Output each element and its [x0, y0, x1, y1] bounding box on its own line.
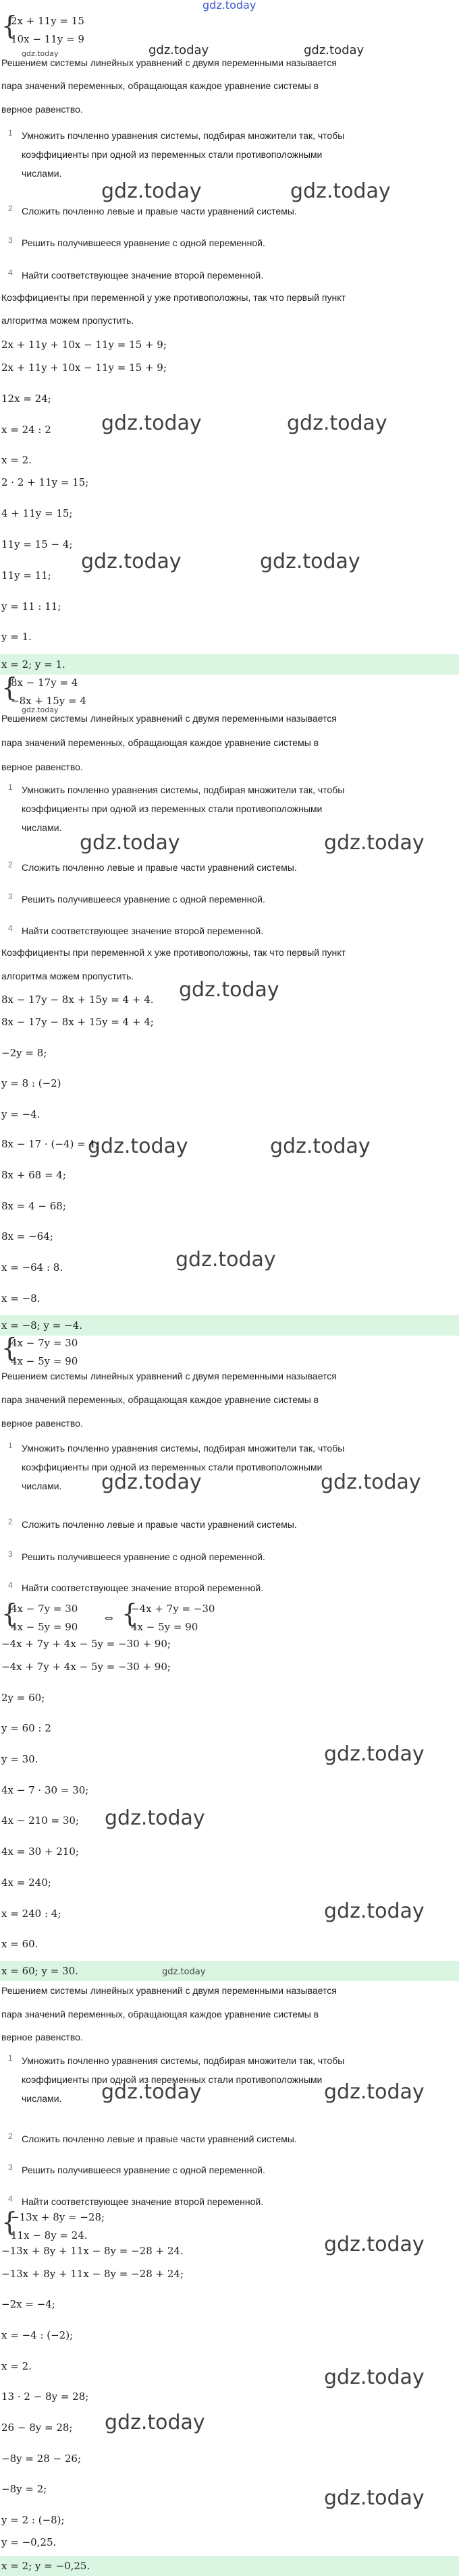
watermark: gdz.today [270, 1135, 371, 1158]
system-2-eq-1: 8x − 17y = 4 [11, 677, 78, 689]
step-line: −13x + 8y + 11x − 8y = −28 + 24. [1, 2245, 184, 2257]
step-line: x = 60. [1, 1938, 38, 1950]
step-line: 2x + 11y + 10x − 11y = 15 + 9; [1, 339, 167, 351]
definition-line: верное равенство. [1, 2032, 83, 2042]
step-line: −4x + 7y + 4x − 5y = −30 + 90; [1, 1638, 171, 1650]
step-line: 2x + 11y + 10x − 11y = 15 + 9; [1, 362, 167, 374]
step-line: x = −64 : 8. [1, 1261, 63, 1273]
step-line: 4x = 30 + 210; [1, 1845, 79, 1858]
step-line: −4x + 7y + 4x − 5y = −30 + 90; [1, 1661, 171, 1673]
step-line: 8x − 17y − 8x + 15y = 4 + 4; [1, 1016, 154, 1028]
watermark: gdz.today [88, 1135, 188, 1158]
system-4-eq-1: −13x + 8y = −28; [11, 2211, 105, 2223]
step-line: −8y = 2; [1, 2483, 47, 2495]
step-line: 8x − 17 · (−4) = 4; [1, 1138, 99, 1150]
brace-icon: { [1, 2207, 18, 2237]
answer-3: x = 60; y = 30. [1, 1965, 78, 1977]
watermark: gdz.today [324, 831, 425, 855]
step-line: −2x = −4; [1, 2298, 55, 2310]
watermark: gdz.today [101, 179, 202, 203]
answer-row-3 [0, 1961, 459, 1981]
brace-icon: { [1, 11, 18, 40]
definition-line: пара значений переменных, обращающая каждое уравнение системы в [1, 80, 319, 91]
brace-icon: { [1, 1599, 18, 1628]
note-line: алгоритма можем пропустить. [1, 971, 134, 981]
step-line: 4 + 11y = 15; [1, 507, 73, 519]
watermark-small: gdz.today [22, 706, 59, 714]
note-line: алгоритма можем пропустить. [1, 315, 134, 326]
step-line: y = −4. [1, 1108, 40, 1120]
note-line: Коэффициенты при переменной x уже противоположны, так что первый пункт [1, 947, 346, 958]
step-line: 11y = 15 − 4; [1, 538, 73, 550]
step-line: x = −4 : (−2); [1, 2329, 74, 2341]
definition-line: Решением системы линейных уравнений с двумя переменными называется [1, 713, 337, 724]
step-line: x = 24 : 2 [1, 424, 51, 436]
system-1-eq-2: 10x − 11y = 9 [11, 33, 84, 45]
watermark: gdz.today [324, 1742, 425, 1766]
watermark: gdz.today [101, 411, 202, 435]
watermark: gdz.today [80, 831, 180, 855]
watermark: gdz.today [324, 2366, 425, 2389]
answer-4: x = 2; y = −0,25. [1, 2560, 90, 2572]
step-line: 4x − 7 · 30 = 30; [1, 1784, 89, 1796]
step-line: y = 30. [1, 1753, 38, 1765]
watermark: gdz.today [304, 43, 364, 57]
brace-icon: { [1, 672, 18, 702]
watermark: gdz.today [260, 550, 360, 573]
watermark: gdz.today [324, 2233, 425, 2256]
step-line: −13x + 8y + 11x − 8y = −28 + 24; [1, 2268, 184, 2280]
step-line: 26 − 8y = 28; [1, 2422, 73, 2434]
watermark: gdz.today [105, 1806, 205, 1830]
answer-1: x = 2; y = 1. [1, 658, 65, 670]
step-line: −8y = 28 − 26; [1, 2453, 82, 2465]
step-line: y = 2 : (−8); [1, 2514, 65, 2526]
step-line: 8x = 4 − 68; [1, 1200, 66, 1212]
step-line: y = −0,25. [1, 2536, 57, 2548]
step-line: 2y = 60; [1, 1692, 45, 1704]
definition-line: пара значений переменных, обращающая каждое уравнение системы в [1, 1394, 319, 1405]
answer-2: x = −8; y = −4. [1, 1319, 82, 1332]
step-line: 8x = −64; [1, 1230, 53, 1242]
brace-icon: { [1, 1333, 18, 1363]
step-line: 8x + 68 = 4; [1, 1169, 66, 1181]
step-line: x = 2. [1, 2360, 32, 2372]
step-line: 4x = 240; [1, 1877, 51, 1889]
definition-line: Решением системы линейных уравнений с двумя переменными называется [1, 57, 337, 68]
step-line: 2 · 2 + 11y = 15; [1, 476, 89, 488]
note-line: Коэффициенты при переменной y уже противоположны, так что первый пункт [1, 292, 346, 303]
definition-line: Решением системы линейных уравнений с двумя переменными называется [1, 1985, 337, 1996]
step-line: 11y = 11; [1, 569, 51, 581]
step-line: x = −8. [1, 1292, 40, 1305]
watermark: gdz.today [148, 43, 209, 57]
watermark: gdz.today [290, 179, 391, 203]
watermark: gdz.today [101, 2080, 202, 2104]
step-line: 12x = 24; [1, 393, 51, 405]
step-line: 8x − 17y − 8x + 15y = 4 + 4. [1, 994, 154, 1006]
definition-line: пара значений переменных, обращающая каждое уравнение системы в [1, 2009, 319, 2020]
definition-line: пара значений переменных, обращающая каждое уравнение системы в [1, 737, 319, 748]
step-line: x = 2. [1, 454, 32, 466]
answer-row-1 [0, 654, 459, 675]
watermark: gdz.today [81, 550, 182, 573]
system-4-eq-2: 11x − 8y = 24. [11, 2229, 88, 2241]
watermark-small: gdz.today [22, 49, 59, 58]
step-line: 13 · 2 − 8y = 28; [1, 2391, 89, 2403]
system-2-eq-2: −8x + 15y = 4 [11, 695, 86, 707]
step-line: y = 60 : 2 [1, 1722, 51, 1734]
watermark: gdz.today [101, 1470, 202, 1494]
step-line: 4x − 210 = 30; [1, 1814, 79, 1827]
watermark: gdz.today [324, 2080, 425, 2104]
answer-row-2 [0, 1315, 459, 1336]
definition-line: верное равенство. [1, 762, 83, 772]
system-3-eq-1: 4x − 7y = 30 [11, 1337, 78, 1349]
watermark: gdz.today [287, 411, 387, 435]
watermark: gdz.today [179, 978, 279, 1002]
watermark: gdz.today [324, 1899, 425, 1923]
step-line: −2y = 8; [1, 1047, 47, 1059]
watermark-top: gdz.today [202, 0, 256, 11]
step-line: y = 1. [1, 631, 32, 643]
definition-line: Решением системы линейных уравнений с двумя переменными называется [1, 1371, 337, 1381]
system-3-eq-2: 4x − 5y = 90 [11, 1355, 78, 1367]
definition-line: верное равенство. [1, 104, 83, 115]
equivalence-icon: ⇔ [105, 1612, 113, 1624]
step-line: y = 8 : (−2) [1, 1077, 61, 1089]
brace-icon: { [122, 1599, 138, 1628]
watermark: gdz.today [176, 1248, 276, 1271]
system-1-eq-1: 2x + 11y = 15 [11, 15, 84, 27]
watermark-small: gdz.today [162, 1967, 206, 1977]
watermark: gdz.today [324, 2486, 425, 2510]
watermark: gdz.today [105, 2411, 205, 2434]
answer-row-4 [0, 2556, 459, 2576]
definition-line: верное равенство. [1, 1418, 83, 1429]
watermark: gdz.today [321, 1470, 421, 1494]
step-line: x = 240 : 4; [1, 1908, 61, 1920]
step-line: y = 11 : 11; [1, 600, 61, 612]
